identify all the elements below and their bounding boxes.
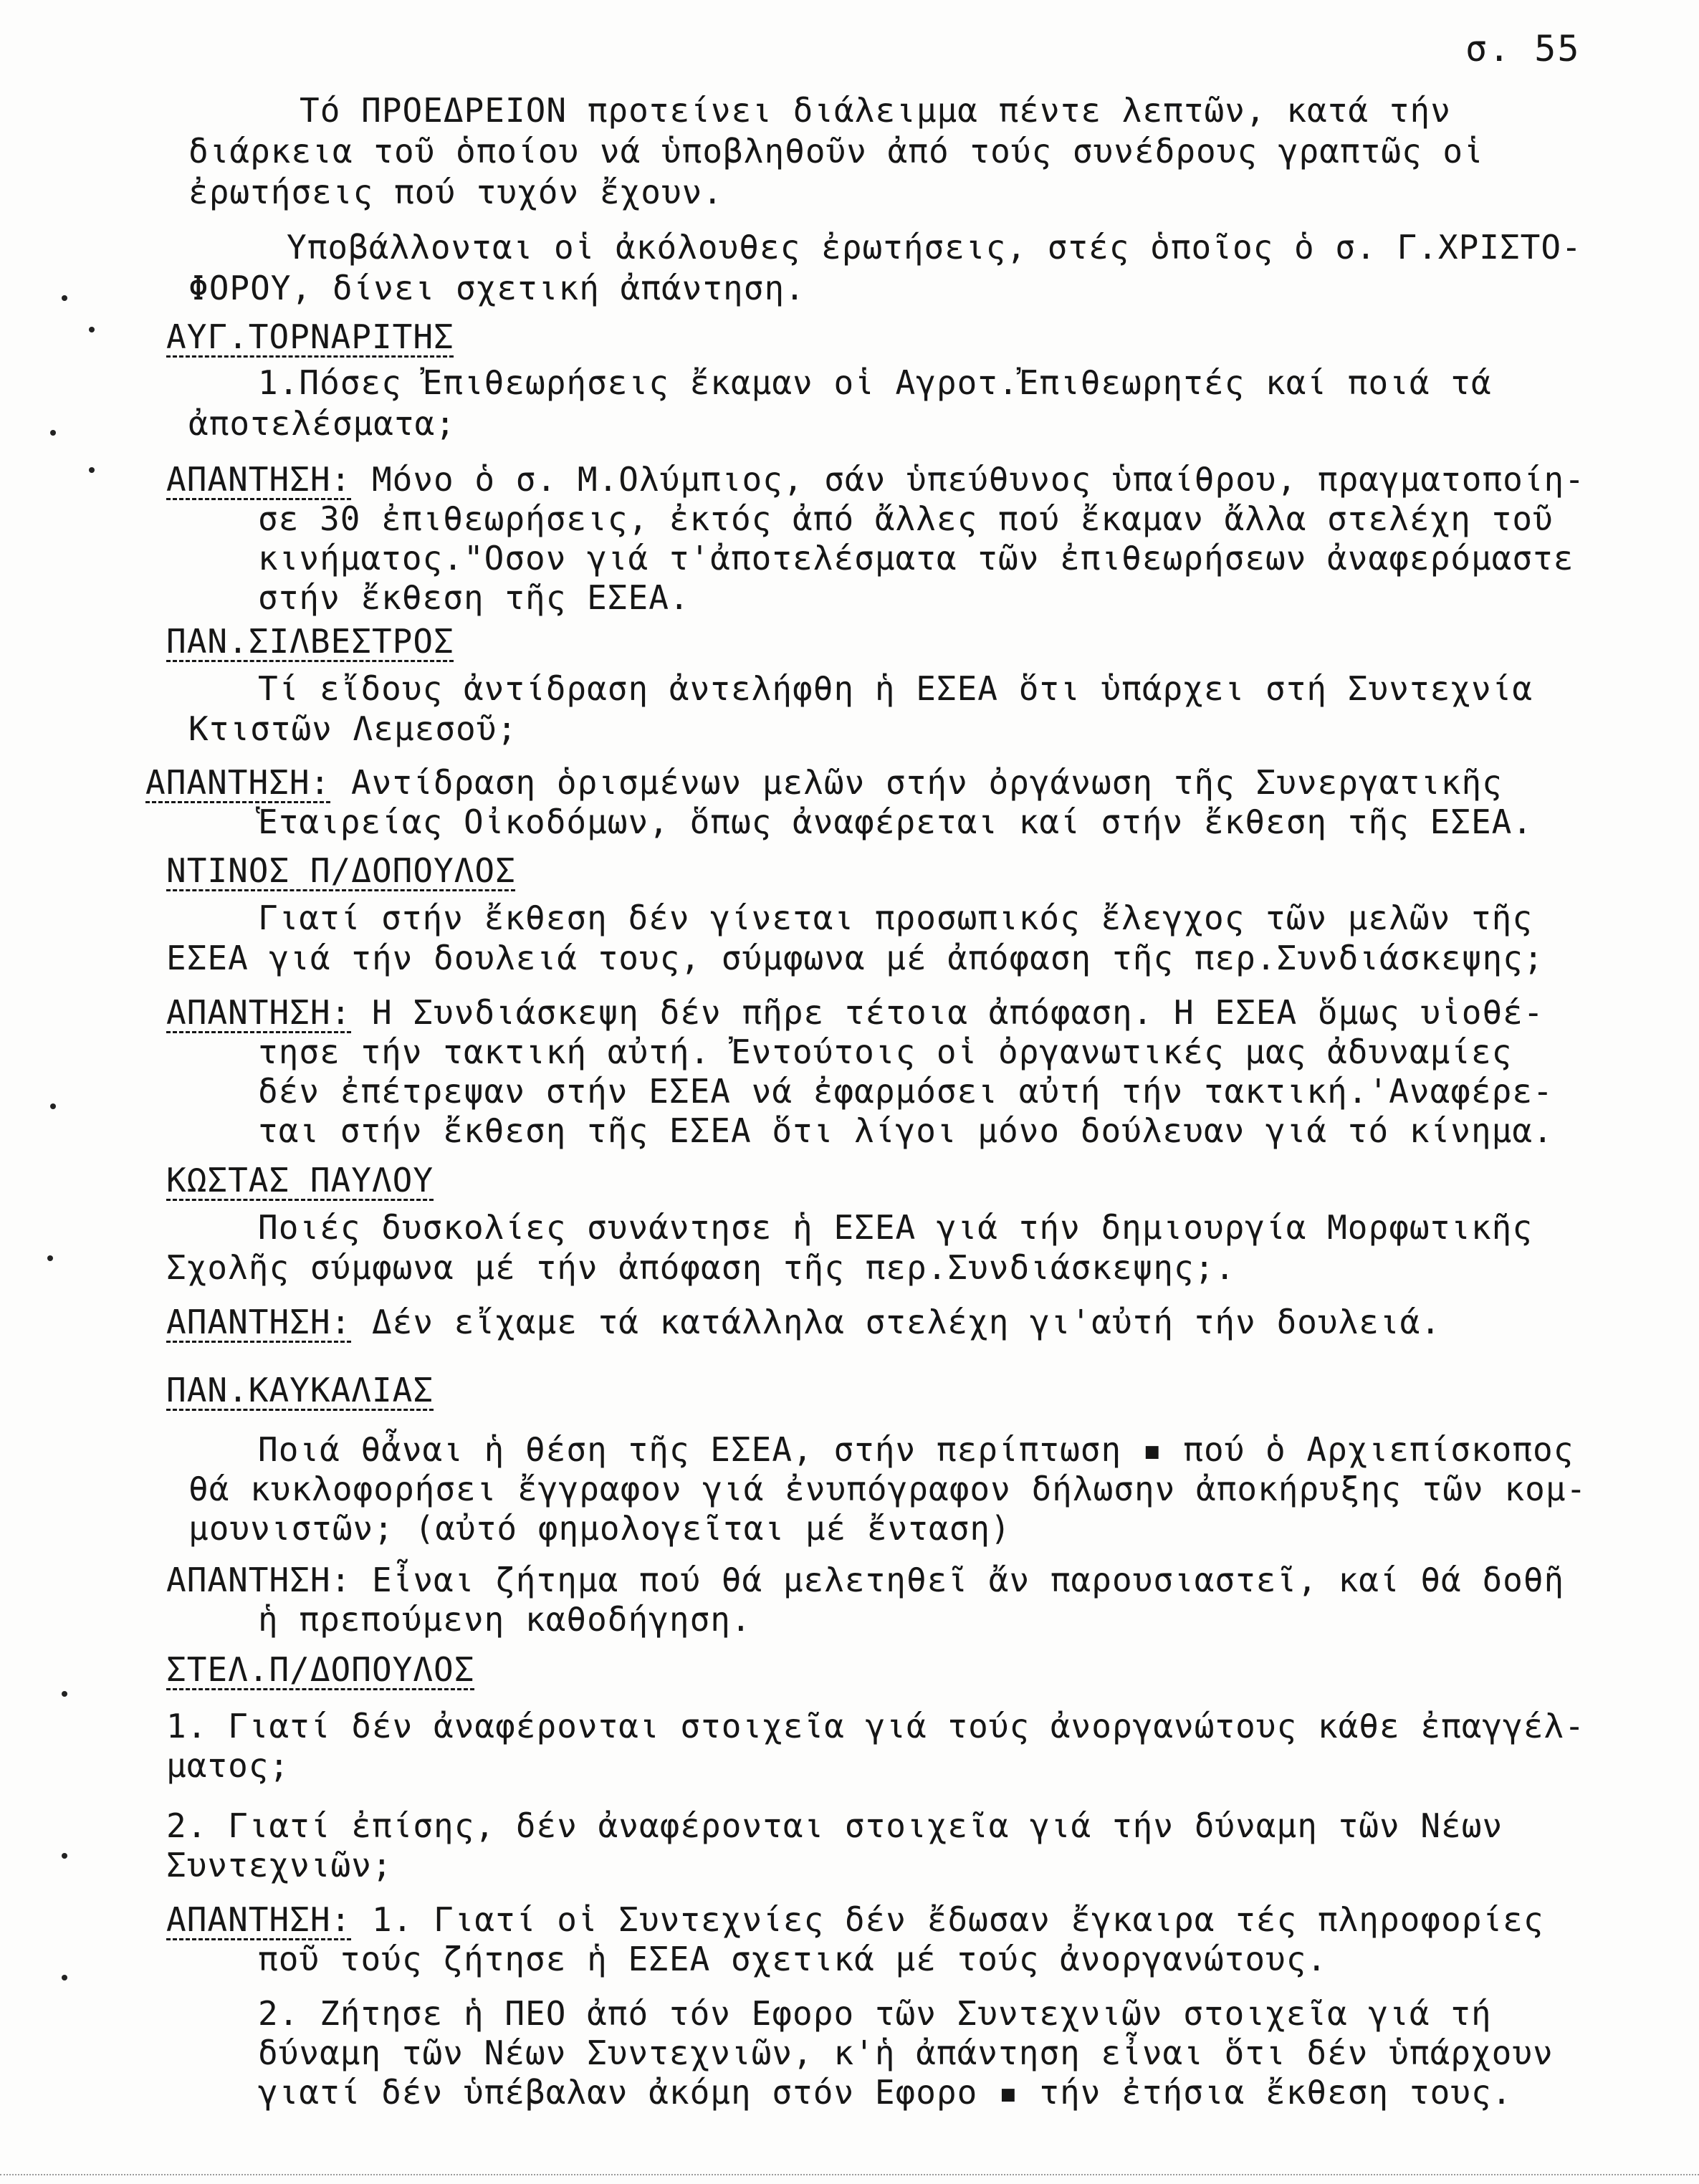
question-line: Τί εἴδους ἀντίδραση ἀντελήφθη ἡ ΕΣΕΑ ὅτι ὑπάρχει στή Συντεχνία bbox=[258, 669, 1533, 708]
answer-line: ΑΠΑΝΤΗΣΗ: Δέν εἴχαμε τά κατάλληλα στελέχη γι'αὐτή τήν δουλειά. bbox=[166, 1303, 1442, 1341]
speaker-heading: ΚΩΣΤΑΣ ΠΑΥΛΟΥ bbox=[166, 1161, 434, 1199]
scan-speck bbox=[89, 327, 95, 332]
answer-label: ΑΠΑΝΤΗΣΗ: bbox=[166, 460, 352, 499]
answer-line: ποῦ τούς ζήτησε ἡ ΕΣΕΑ σχετικά μέ τούς ἀνοργανώτους. bbox=[258, 1940, 1328, 1978]
answer-line: γιατί δέν ὑπέβαλαν ἀκόμη στόν Εφορο ▪ τήν ἐτήσια ἔκθεση τους. bbox=[258, 2073, 1513, 2112]
answer-line: τησε τήν τακτική αὐτή. Ἐντούτοις οἱ ὀργανωτικές μας ἀδυναμίες bbox=[258, 1033, 1513, 1071]
speaker-heading: ΑΥΓ.ΤΟΡΝΑΡΙΤΗΣ bbox=[166, 317, 454, 356]
scan-speck bbox=[47, 1255, 53, 1261]
answer-label: ΑΠΑΝΤΗΣΗ: bbox=[166, 1900, 352, 1939]
page-bottom-edge bbox=[0, 2174, 1699, 2177]
intro-line-1: Τό ΠΡΟΕΔΡΕΙΟΝ προτείνει διάλειμμα πέντε λεπτῶν, κατά τήν bbox=[300, 91, 1451, 130]
question-line: ΕΣΕΑ γιά τήν δουλειά τους, σύμφωνα μέ ἀπόφαση τῆς περ.Συνδιάσκεψης; bbox=[166, 939, 1544, 977]
answer-line: ΑΠΑΝΤΗΣΗ: Αντίδραση ὁρισμένων μελῶν στήν ὀργάνωση τῆς Συνεργατικῆς bbox=[145, 763, 1503, 802]
scan-speck bbox=[62, 1975, 67, 1981]
question-line: μουνιστῶν; (αὐτό φημολογεῖται μέ ἔνταση) bbox=[188, 1509, 1011, 1548]
intro-line-3: ἐρωτήσεις πού τυχόν ἔχουν. bbox=[188, 173, 724, 211]
speaker-heading: ΝΤΙΝΟΣ Π/ΔΟΠΟΥΛΟΣ bbox=[166, 851, 516, 890]
question-line: 2. Γιατί ἐπίσης, δέν ἀναφέρονται στοιχεῖα γιά τήν δύναμη τῶν Νέων bbox=[166, 1806, 1503, 1845]
answer-line: δέν ἐπέτρεψαν στήν ΕΣΕΑ νά ἐφαρμόσει αὐτή τήν τακτική.'Αναφέρε- bbox=[258, 1072, 1554, 1111]
answer-line: ΑΠΑΝΤΗΣΗ: Η Συνδιάσκεψη δέν πῆρε τέτοια ἀπόφαση. Η ΕΣΕΑ ὅμως υἱοθέ- bbox=[166, 993, 1544, 1032]
question-line: ἀποτελέσματα; bbox=[188, 404, 456, 443]
intro-line-5: ΦΟΡΟΥ, δίνει σχετική ἀπάντηση. bbox=[188, 269, 805, 307]
speaker-heading: ΣΤΕΛ.Π/ΔΟΠΟΥΛΟΣ bbox=[166, 1650, 475, 1689]
answer-label: ΑΠΑΝΤΗΣΗ: bbox=[166, 1561, 352, 1599]
question-line: Ποιά θἆναι ἡ θέση τῆς ΕΣΕΑ, στήν περίπτωση ▪ πού ὁ Αρχιεπίσκοπος bbox=[258, 1430, 1574, 1469]
answer-label: ΑΠΑΝΤΗΣΗ: bbox=[145, 763, 331, 802]
question-line: 1.Πόσες Ἐπιθεωρήσεις ἔκαμαν οἱ Αγροτ.Ἐπιθεωρητές καί ποιά τά bbox=[258, 363, 1492, 402]
intro-line-2: διάρκεια τοῦ ὁποίου νά ὑποβληθοῦν ἀπό τούς συνέδρους γραπτῶς οἱ bbox=[188, 132, 1484, 171]
answer-line: σε 30 ἐπιθεωρήσεις, ἐκτός ἀπό ἄλλες πού ἔκαμαν ἄλλα στελέχη τοῦ bbox=[258, 499, 1554, 538]
intro-line-4: Υποβάλλονται οἱ ἀκόλουθες ἐρωτήσεις, στές ὁποῖος ὁ σ. Γ.ΧΡΙΣΤΟ- bbox=[287, 228, 1582, 267]
speaker-heading: ΠΑΝ.ΚΑΥΚΑΛΙΑΣ bbox=[166, 1371, 434, 1409]
question-line: Γιατί στήν ἔκθεση δέν γίνεται προσωπικός ἔλεγχος τῶν μελῶν τῆς bbox=[258, 899, 1533, 937]
scan-speck bbox=[62, 1853, 67, 1859]
answer-label: ΑΠΑΝΤΗΣΗ: bbox=[166, 993, 352, 1032]
question-line: Σχολῆς σύμφωνα μέ τήν ἀπόφαση τῆς περ.Συνδιάσκεψης;. bbox=[166, 1248, 1236, 1287]
question-line: ματος; bbox=[166, 1746, 290, 1785]
scan-speck bbox=[62, 1691, 67, 1697]
answer-line: ται στήν ἔκθεση τῆς ΕΣΕΑ ὅτι λίγοι μόνο δούλευαν γιά τό κίνημα. bbox=[258, 1111, 1554, 1150]
answer-line: Ἑταιρείας Οἰκοδόμων, ὅπως ἀναφέρεται καί στήν ἔκθεση τῆς ΕΣΕΑ. bbox=[258, 803, 1533, 841]
question-line: Κτιστῶν Λεμεσοῦ; bbox=[188, 709, 518, 748]
question-line: θά κυκλοφορήσει ἔγγραφον γιά ἐνυπόγραφον δήλωσην ἀποκήρυξης τῶν κομ- bbox=[188, 1470, 1587, 1508]
question-line: 1. Γιατί δέν ἀναφέρονται στοιχεῖα γιά τούς ἀνοργανώτους κάθε ἐπαγγέλ- bbox=[166, 1707, 1585, 1745]
answer-line: δύναμη τῶν Νέων Συντεχνιῶν, κ'ἡ ἀπάντηση εἶναι ὅτι δέν ὑπάρχουν bbox=[258, 2034, 1554, 2072]
answer-line: ΑΠΑΝΤΗΣΗ: Μόνο ὁ σ. Μ.Ολύμπιος, σάν ὑπεύθυνος ὑπαίθρου, πραγματοποίη- bbox=[166, 460, 1585, 499]
answer-line: ἡ πρεπούμενη καθοδήγηση. bbox=[258, 1600, 752, 1639]
scan-speck bbox=[89, 467, 95, 473]
scan-speck bbox=[62, 295, 67, 301]
question-line: Ποιές δυσκολίες συνάντησε ἡ ΕΣΕΑ γιά τήν δημιουργία Μορφωτικῆς bbox=[258, 1208, 1533, 1247]
answer-line: στήν ἔκθεση τῆς ΕΣΕΑ. bbox=[258, 578, 690, 617]
answer-line: κινήματος."Οσον γιά τ'ἀποτελέσματα τῶν ἐπιθεωρήσεων ἀναφερόμαστε bbox=[258, 539, 1574, 578]
answer-line: ΑΠΑΝΤΗΣΗ: 1. Γιατί οἱ Συντεχνίες δέν ἔδωσαν ἔγκαιρα τές πληροφορίες bbox=[166, 1900, 1544, 1939]
scan-speck bbox=[50, 430, 56, 436]
question-line: Συντεχνιῶν; bbox=[166, 1846, 393, 1884]
answer-label: ΑΠΑΝΤΗΣΗ: bbox=[166, 1303, 352, 1341]
answer-line: 2. Ζήτησε ἡ ΠΕΟ ἀπό τόν Εφορο τῶν Συντεχνιῶν στοιχεῖα γιά τή bbox=[258, 1994, 1492, 2033]
speaker-heading: ΠΑΝ.ΣΙΛΒΕΣΤΡΟΣ bbox=[166, 622, 454, 661]
scan-speck bbox=[50, 1103, 56, 1109]
answer-line: ΑΠΑΝΤΗΣΗ: Εἶναι ζήτημα πού θά μελετηθεῖ ἄν παρουσιαστεῖ, καί θά δοθῆ bbox=[166, 1561, 1565, 1599]
page-number: σ. 55 bbox=[1465, 28, 1581, 70]
